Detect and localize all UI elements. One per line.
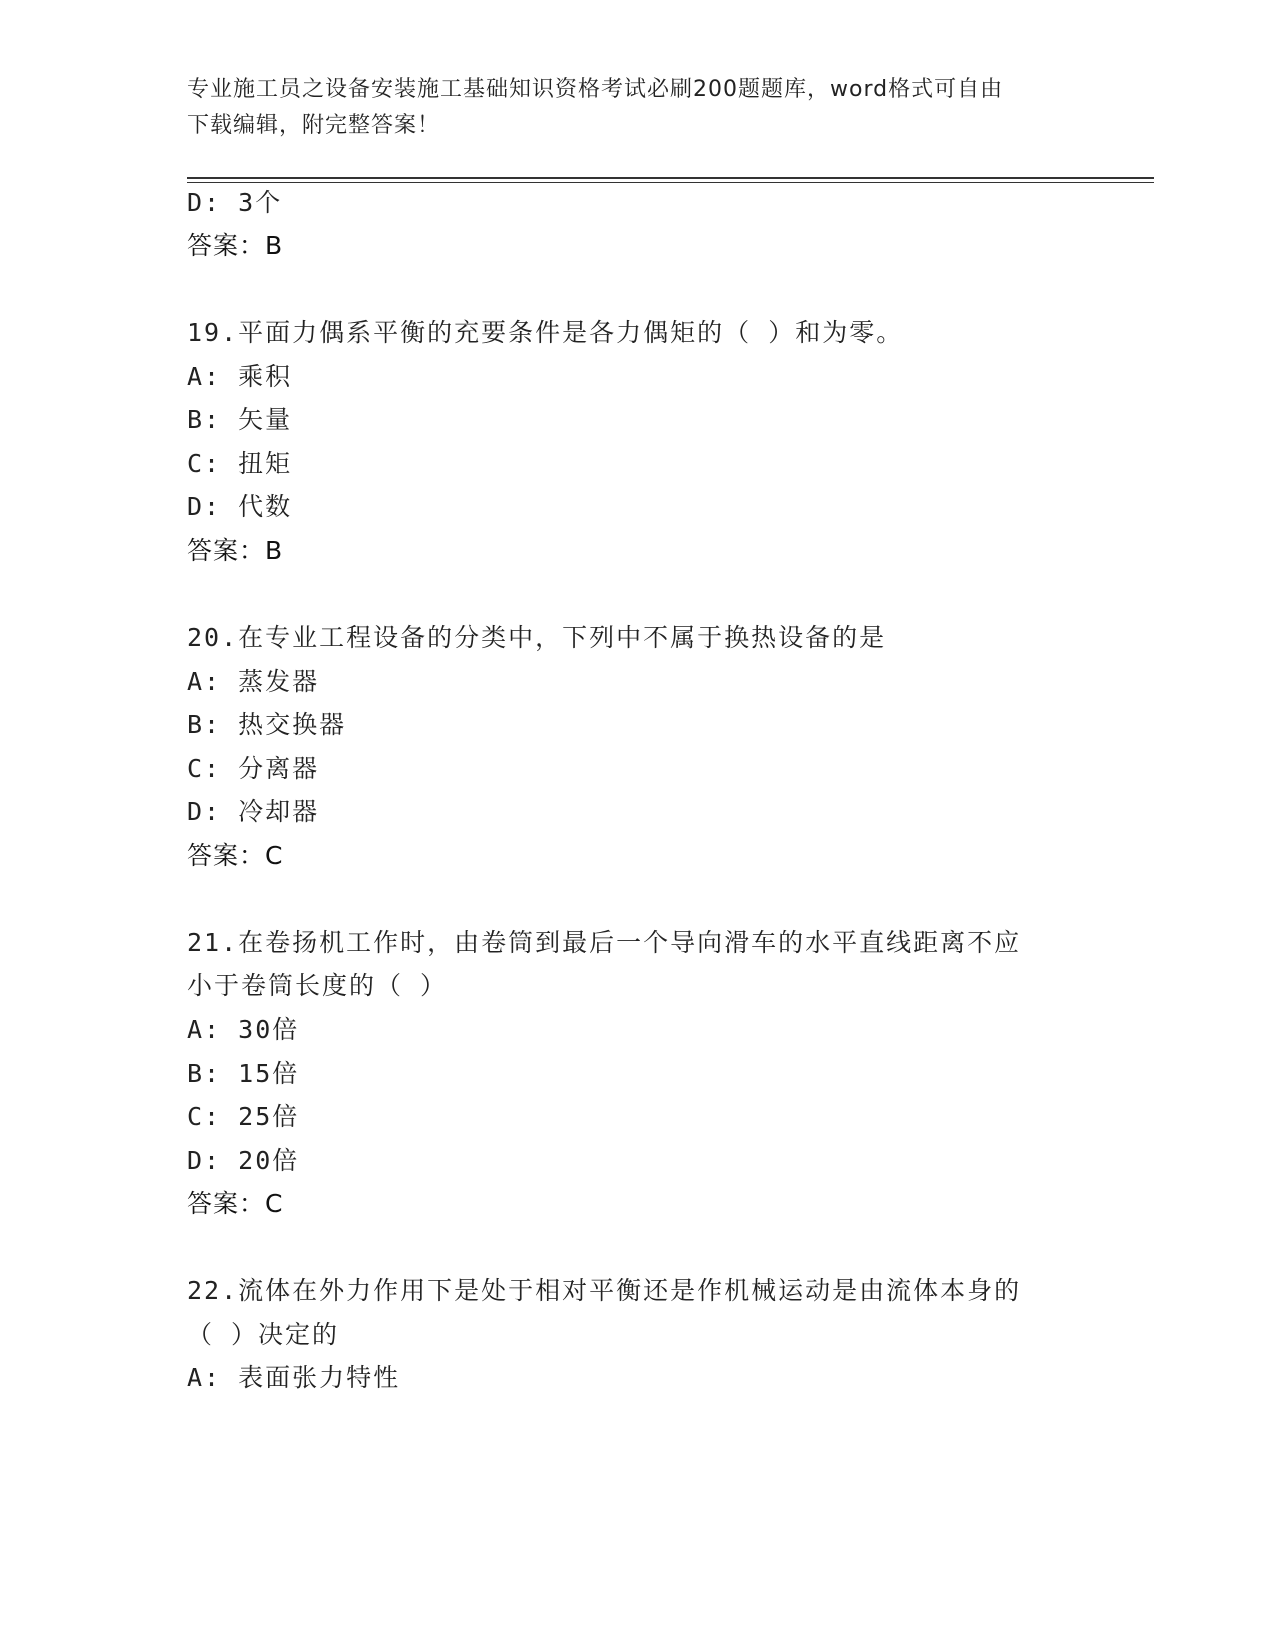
question-19-answer: 答案：B: [187, 536, 284, 565]
header-rule-thick: [187, 177, 1154, 179]
question-21-option-c: C: 25倍: [187, 1102, 300, 1131]
question-20-answer: 答案：C: [187, 841, 284, 870]
question-21-option-a: A: 30倍: [187, 1015, 300, 1044]
option-d: D: 3个: [187, 188, 283, 217]
question-21-option-b: B: 15倍: [187, 1059, 300, 1088]
question-21-answer: 答案：C: [187, 1189, 284, 1218]
question-19-option-d: D: 代数: [187, 492, 293, 521]
header-rule-thin: [187, 182, 1154, 183]
question-20-option-c: C: 分离器: [187, 754, 320, 783]
question-19-option-a: A: 乘积: [187, 362, 293, 391]
question-20-option-b: B: 热交换器: [187, 710, 347, 739]
page-header: [187, 72, 1067, 144]
question-22-stem-line-1: 22.流体在外力作用下是处于相对平衡还是作机械运动是由流体本身的: [187, 1276, 1022, 1305]
question-21-option-d: D: 20倍: [187, 1146, 300, 1175]
question-21-stem-line-1: 21.在卷扬机工作时，由卷筒到最后一个导向滑车的水平直线距离不应: [187, 928, 1022, 957]
header-line-1: 专业施工员之设备安装施工基础知识资格考试必刷200题题库，word格式可自由: [187, 77, 1004, 102]
question-20-option-a: A: 蒸发器: [187, 667, 320, 696]
question-20-stem: 20.在专业工程设备的分类中，下列中不属于换热设备的是: [187, 623, 887, 652]
question-21-stem-line-2: 小于卷筒长度的（ ）: [187, 971, 448, 1000]
answer-line: 答案：B: [187, 231, 284, 260]
header-line-2: 下载编辑，附完整答案！: [187, 113, 441, 138]
question-22-stem-line-2: （ ）决定的: [187, 1320, 340, 1349]
question-22-option-a: A: 表面张力特性: [187, 1363, 401, 1392]
question-19-option-c: C: 扭矩: [187, 449, 293, 478]
question-19-stem: 19.平面力偶系平衡的充要条件是各力偶矩的（ ）和为零。: [187, 318, 904, 347]
question-19-option-b: B: 矢量: [187, 405, 293, 434]
question-20-option-d: D: 冷却器: [187, 797, 320, 826]
